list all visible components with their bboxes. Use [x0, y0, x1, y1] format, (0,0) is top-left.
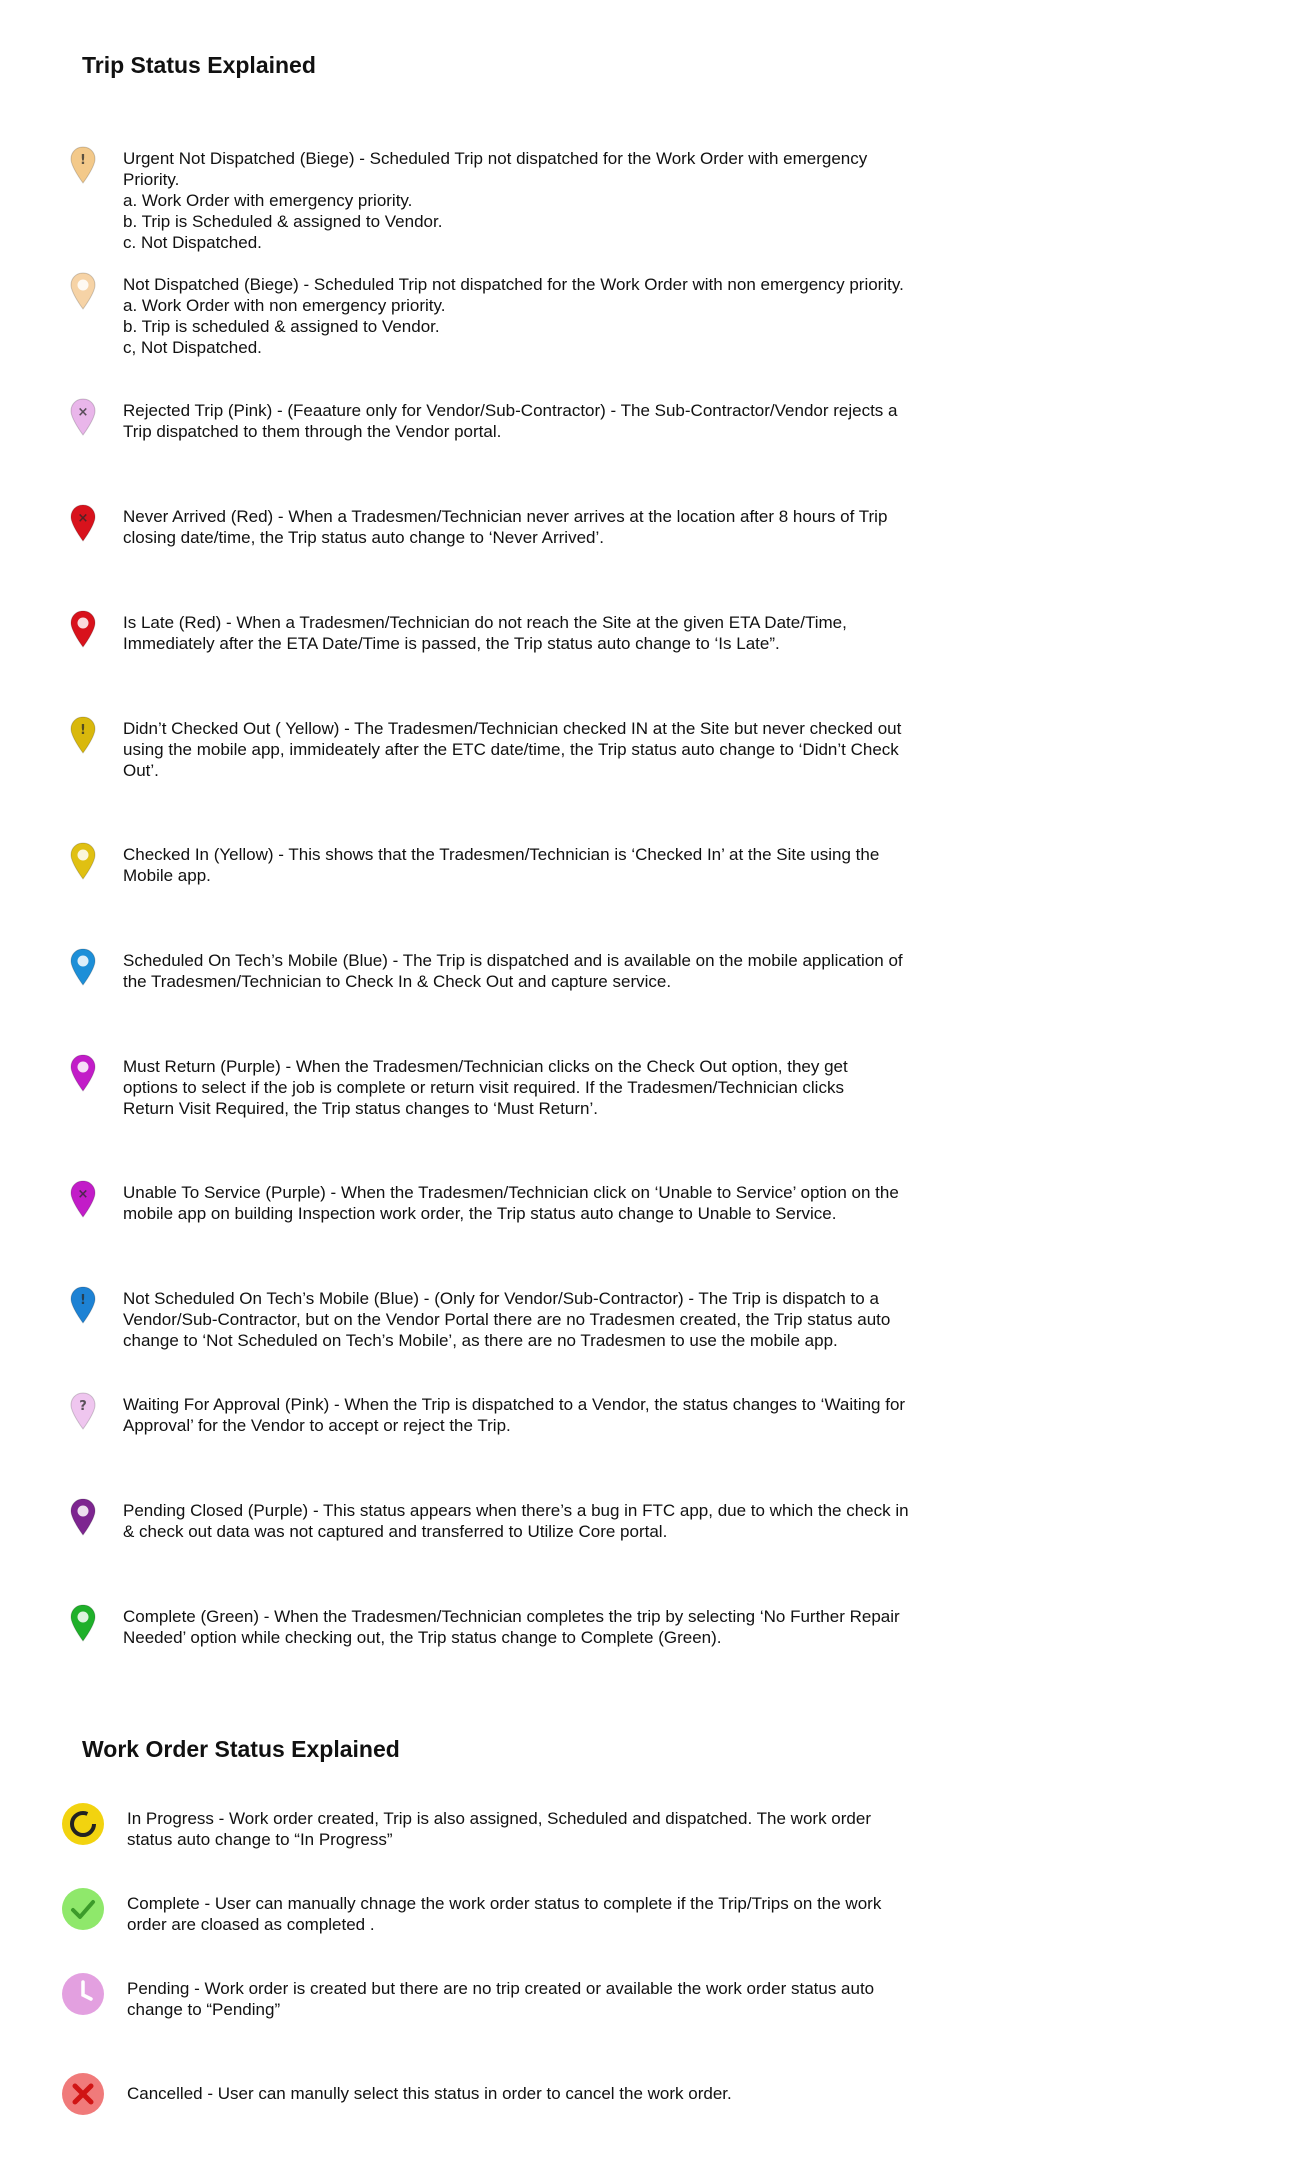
description-line: Checked In (Yellow) - This shows that the Tradesmen/Technician is ‘Checked In’ at the Site using the	[123, 845, 880, 864]
description-line: Rejected Trip (Pink) - (Feaature only for Vendor/Sub-Contractor) - The Sub-Contractor/Vendor rejects a	[123, 401, 898, 420]
urgent-not-dispatched-pin-icon	[70, 146, 96, 184]
svg-text:×: ×	[77, 511, 89, 526]
description-line: Scheduled On Tech’s Mobile (Blue) - The Trip is dispatched and is available on the mobile application of	[123, 951, 903, 970]
description-line: closing date/time, the Trip status auto change to ‘Never Arrived’.	[123, 528, 604, 547]
in-progress-icon	[60, 1801, 106, 1847]
description-line: Unable To Service (Purple) - When the Tradesmen/Technician click on ‘Unable to Service’ option on the	[123, 1183, 899, 1202]
complete-check-icon	[60, 1886, 106, 1932]
must-return-pin-icon	[70, 1054, 96, 1092]
description-line: Not Scheduled On Tech’s Mobile (Blue) - (Only for Vendor/Sub-Contractor) - The Trip is dispatch to a	[123, 1289, 879, 1308]
description-line: Pending - Work order is created but there are no trip created or available the work order status auto	[127, 1979, 875, 1998]
work-order-status-description	[127, 1978, 947, 2020]
description-line: Not Dispatched (Biege) - Scheduled Trip not dispatched for the Work Order with non emergency priority.	[123, 275, 904, 294]
not-dispatched-pin-icon	[70, 272, 96, 310]
didnt-checked-out-pin-icon	[70, 716, 96, 754]
description-line: mobile app on building Inspection work order, the Trip status auto change to Unable to Service.	[123, 1204, 837, 1223]
svg-text:!: !	[80, 723, 86, 738]
svg-text:×: ×	[77, 1187, 89, 1202]
trip-status-title: Trip Status Explained	[82, 52, 316, 78]
description-line: options to select if the job is complete or return visit required. If the Tradesmen/Technician clicks	[123, 1078, 844, 1097]
description-line: Complete (Green) - When the Tradesmen/Technician completes the trip by selecting ‘No Further Repair	[123, 1607, 900, 1626]
never-arrived-pin-icon	[70, 504, 96, 542]
scheduled-on-techs-mobile-pin-icon	[70, 948, 96, 986]
description-line: Didn’t Checked Out ( Yellow) - The Tradesmen/Technician checked IN at the Site but never checked out	[123, 719, 902, 738]
rejected-trip-pin-icon	[70, 398, 96, 436]
is-late-pin-icon	[70, 610, 96, 648]
not-scheduled-on-techs-mobile-pin-icon	[70, 1286, 96, 1324]
trip-status-description	[123, 1606, 963, 1648]
trip-status-description	[123, 718, 963, 781]
description-line: c. Not Dispatched.	[123, 233, 262, 252]
description-line: Return Visit Required, the Trip status changes to ‘Must Return’.	[123, 1099, 598, 1118]
description-line: Approval’ for the Vendor to accept or reject the Trip.	[123, 1416, 511, 1435]
trip-status-description	[123, 148, 963, 253]
work-order-status-description	[127, 1893, 947, 1935]
pending-closed-pin-icon	[70, 1498, 96, 1536]
description-line: the Tradesmen/Technician to Check In & Check Out and capture service.	[123, 972, 672, 991]
description-line: Trip dispatched to them through the Vendor portal.	[123, 422, 502, 441]
trip-status-description	[123, 950, 963, 992]
cancelled-x-icon	[60, 2071, 106, 2117]
description-line: change to “Pending”	[127, 2000, 281, 2019]
description-line: a. Work Order with non emergency priority.	[123, 296, 446, 315]
description-line: a. Work Order with emergency priority.	[123, 191, 413, 210]
description-line: Needed’ option while checking out, the Trip status change to Complete (Green).	[123, 1628, 722, 1647]
description-line: b. Trip is scheduled & assigned to Vendor.	[123, 317, 440, 336]
svg-text:!: !	[80, 153, 86, 168]
pending-clock-icon	[60, 1971, 106, 2017]
waiting-for-approval-pin-icon	[70, 1392, 96, 1430]
description-line: Cancelled - User can manully select this status in order to cancel the work order.	[127, 2084, 732, 2103]
trip-status-description	[123, 400, 963, 442]
description-line: b. Trip is Scheduled & assigned to Vendor.	[123, 212, 443, 231]
description-line: Never Arrived (Red) - When a Tradesmen/Technician never arrives at the location after 8 hours of Trip	[123, 507, 888, 526]
description-line: Priority.	[123, 170, 180, 189]
trip-status-description	[123, 1182, 963, 1224]
description-line: Waiting For Approval (Pink) - When the Trip is dispatched to a Vendor, the status changes to ‘Waiting for	[123, 1395, 906, 1414]
description-line: Must Return (Purple) - When the Tradesmen/Technician clicks on the Check Out option, they get	[123, 1057, 848, 1076]
description-line: c, Not Dispatched.	[123, 338, 262, 357]
description-line: using the mobile app, immideately after the ETC date/time, the Trip status auto change to ‘Didn’t Check	[123, 740, 899, 759]
work-order-status-title: Work Order Status Explained	[82, 1736, 400, 1762]
work-order-status-description	[127, 1808, 947, 1850]
trip-status-description	[123, 1056, 963, 1119]
description-line: In Progress - Work order created, Trip is also assigned, Scheduled and dispatched. The work order	[127, 1809, 871, 1828]
trip-status-description	[123, 274, 963, 358]
work-order-status-description	[127, 2083, 947, 2104]
description-line: & check out data was not captured and transferred to Utilize Core portal.	[123, 1522, 668, 1541]
trip-status-description	[123, 1394, 963, 1436]
svg-text:!: !	[80, 1293, 86, 1308]
trip-status-description	[123, 612, 963, 654]
description-line: Pending Closed (Purple) - This status appears when there’s a bug in FTC app, due to which the check in	[123, 1501, 909, 1520]
description-line: Mobile app.	[123, 866, 211, 885]
description-line: Immediately after the ETA Date/Time is passed, the Trip status auto change to ‘Is Late”.	[123, 634, 780, 653]
trip-status-description	[123, 844, 963, 886]
description-line: status auto change to “In Progress”	[127, 1830, 393, 1849]
description-line: change to ‘Not Scheduled on Tech’s Mobile’, as there are no Tradesmen to use the mobile app.	[123, 1331, 838, 1350]
description-line: order are cloased as completed .	[127, 1915, 375, 1934]
unable-to-service-pin-icon	[70, 1180, 96, 1218]
description-line: Complete - User can manually chnage the work order status to complete if the Trip/Trips on the work	[127, 1894, 882, 1913]
description-line: Vendor/Sub-Contractor, but on the Vendor Portal there are no Tradesmen created, the Trip status auto	[123, 1310, 891, 1329]
trip-status-description	[123, 1500, 963, 1542]
checked-in-pin-icon	[70, 842, 96, 880]
description-line: Is Late (Red) - When a Tradesmen/Technician do not reach the Site at the given ETA Date/Time,	[123, 613, 847, 632]
trip-status-description	[123, 506, 963, 548]
svg-text:?: ?	[79, 1399, 87, 1414]
trip-status-description	[123, 1288, 963, 1351]
complete-pin-icon	[70, 1604, 96, 1642]
description-line: Urgent Not Dispatched (Biege) - Scheduled Trip not dispatched for the Work Order with emergency	[123, 149, 868, 168]
svg-text:×: ×	[77, 405, 89, 420]
description-line: Out’.	[123, 761, 159, 780]
